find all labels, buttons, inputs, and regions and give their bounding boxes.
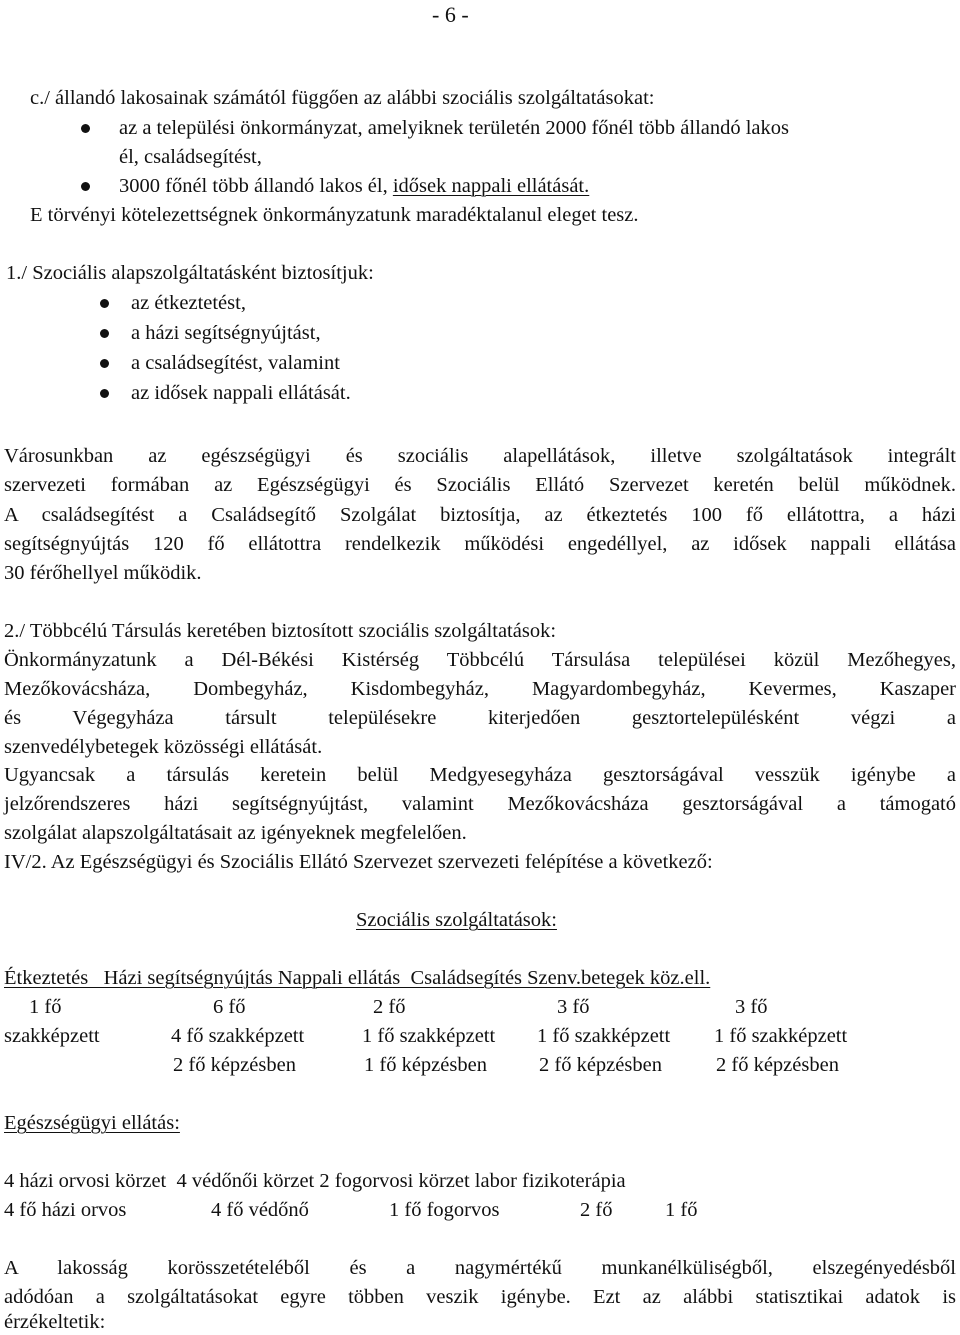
- closing-line-1: A lakosság korösszetételéből és a nagymértékű munkanélküliségből, elszegényedésből: [4, 1257, 956, 1279]
- section-2-line-2: Mezőkovácsháza, Dombegyház, Kisdombegyház, Magyardombegyház, Kevermes, Kaszaper: [4, 678, 956, 700]
- bullet-icon: [81, 124, 90, 133]
- paragraph-1-line-1: Városunkban az egészségügyi és szociális alapellátások, illetve szolgáltatások integrált: [4, 445, 956, 467]
- count-szenv: 3 fő: [735, 996, 768, 1018]
- bullet-icon: [81, 182, 90, 191]
- closing-line-3: érzékeltetik:: [4, 1311, 106, 1333]
- social-services-title: Szociális szolgáltatások:: [356, 909, 557, 931]
- training-nappali: 1 fő képzésben: [364, 1054, 487, 1076]
- section-1-item-1: az étkeztetést,: [131, 292, 246, 314]
- section-c-note: E törvényi kötelezettségnek önkormányzatunk maradéktalanul eleget tesz.: [30, 204, 639, 226]
- section-2-line-7: szolgálat alapszolgáltatásait az igényeknek megfelelően.: [4, 822, 467, 844]
- paragraph-1-line-3: A családsegítést a Családsegítő Szolgálat biztosítja, az étkeztetés 100 fő ellátottra, a házi: [4, 504, 956, 526]
- section-c-intro: c./ állandó lakosainak számától függően az alábbi szociális szolgáltatásokat:: [30, 87, 655, 109]
- section-2-line-3: és Végegyháza társult településekre kiterjedően gesztortelepülésként végzi a: [4, 707, 956, 729]
- health-services-row-1: 4 házi orvosi körzet 4 védőnői körzet 2 fogorvosi körzet labor fizikoterápia: [4, 1170, 626, 1192]
- paragraph-1-line-2: szervezeti formában az Egészségügyi és Szociális Ellátó Szervezet keretén belül működnek.: [4, 474, 956, 496]
- qualified-hazi: 4 fő szakképzett: [171, 1025, 305, 1047]
- section-1-item-3: a családsegítést, valamint: [131, 352, 340, 374]
- section-1-item-4: az idősek nappali ellátását.: [131, 382, 351, 404]
- section-1-heading: 1./ Szociális alapszolgáltatásként biztosítjuk:: [6, 262, 374, 284]
- section-c-bullet-1-cont: él, családsegítést,: [119, 146, 262, 168]
- qualified-csaladsegites: 1 fő szakképzett: [537, 1025, 671, 1047]
- section-2-line-4: szenvedélybetegek közösségi ellátását.: [4, 736, 323, 758]
- qualified-nappali: 1 fő szakképzett: [362, 1025, 496, 1047]
- count-etkeztetes: 1 fő: [29, 996, 62, 1018]
- health-count-fizikoterapia: 1 fő: [665, 1199, 698, 1221]
- count-nappali: 2 fő: [373, 996, 406, 1018]
- paragraph-1-line-4: segítségnyújtás 120 fő ellátottra rendelkezik működési engedéllyel, az idősek nappali ellátása: [4, 533, 956, 555]
- training-szenv: 2 fő képzésben: [716, 1054, 839, 1076]
- health-count-vedono: 4 fő védőnő: [211, 1199, 309, 1221]
- health-count-fogorvos: 1 fő fogorvos: [389, 1199, 500, 1221]
- section-2-line-8: IV/2. Az Egészségügyi és Szociális Ellátó Szervezet szervezeti felépítése a következő:: [4, 851, 713, 873]
- health-services-title: Egészségügyi ellátás:: [4, 1112, 180, 1134]
- section-2-line-5: Ugyancsak a társulás keretein belül Medgyesegyháza gesztorságával vesszük igénybe a: [4, 764, 956, 786]
- section-2-line-1: Önkormányzatunk a Dél-Békési Kistérség Többcélú Társulása települései közül Mezőhegyes,: [4, 649, 956, 671]
- health-count-labor: 2 fő: [580, 1199, 613, 1221]
- qualified-szenv: 1 fő szakképzett: [714, 1025, 848, 1047]
- bullet-icon: [100, 299, 109, 308]
- health-count-haziorvos: 4 fő házi orvos: [4, 1199, 127, 1221]
- count-csaladsegites: 3 fő: [557, 996, 590, 1018]
- bullet-icon: [100, 389, 109, 398]
- qualified-etkeztetes: szakképzett: [4, 1025, 100, 1047]
- bullet-icon: [100, 329, 109, 338]
- section-c-bullet-2: 3000 főnél több állandó lakos él, idősek nappali ellátását.: [119, 175, 590, 197]
- bullet-icon: [100, 359, 109, 368]
- training-hazi: 2 fő képzésben: [173, 1054, 296, 1076]
- social-services-header: Étkeztetés Házi segítségnyújtás Nappali ellátás Családsegítés Szenv.betegek köz.ell.: [4, 967, 711, 989]
- count-hazi: 6 fő: [213, 996, 246, 1018]
- closing-line-2: adódóan a szolgáltatásokat egyre többen veszik igénybe. Ezt az alábbi statisztikai adatok is: [4, 1286, 956, 1308]
- section-c-bullet-1: az a települési önkormányzat, amelyiknek területén 2000 főnél több állandó lakos: [119, 117, 790, 139]
- training-csaladsegites: 2 fő képzésben: [539, 1054, 662, 1076]
- section-2-heading: 2./ Többcélú Társulás keretében biztosított szociális szolgáltatások:: [4, 620, 557, 642]
- page-number: - 6 -: [432, 2, 469, 27]
- section-1-item-2: a házi segítségnyújtást,: [131, 322, 321, 344]
- paragraph-1-line-5: 30 férőhellyel működik.: [4, 562, 202, 584]
- section-2-line-6: jelzőrendszeres házi segítségnyújtást, valamint Mezőkovácsháza gesztorságával a támogató: [4, 793, 956, 815]
